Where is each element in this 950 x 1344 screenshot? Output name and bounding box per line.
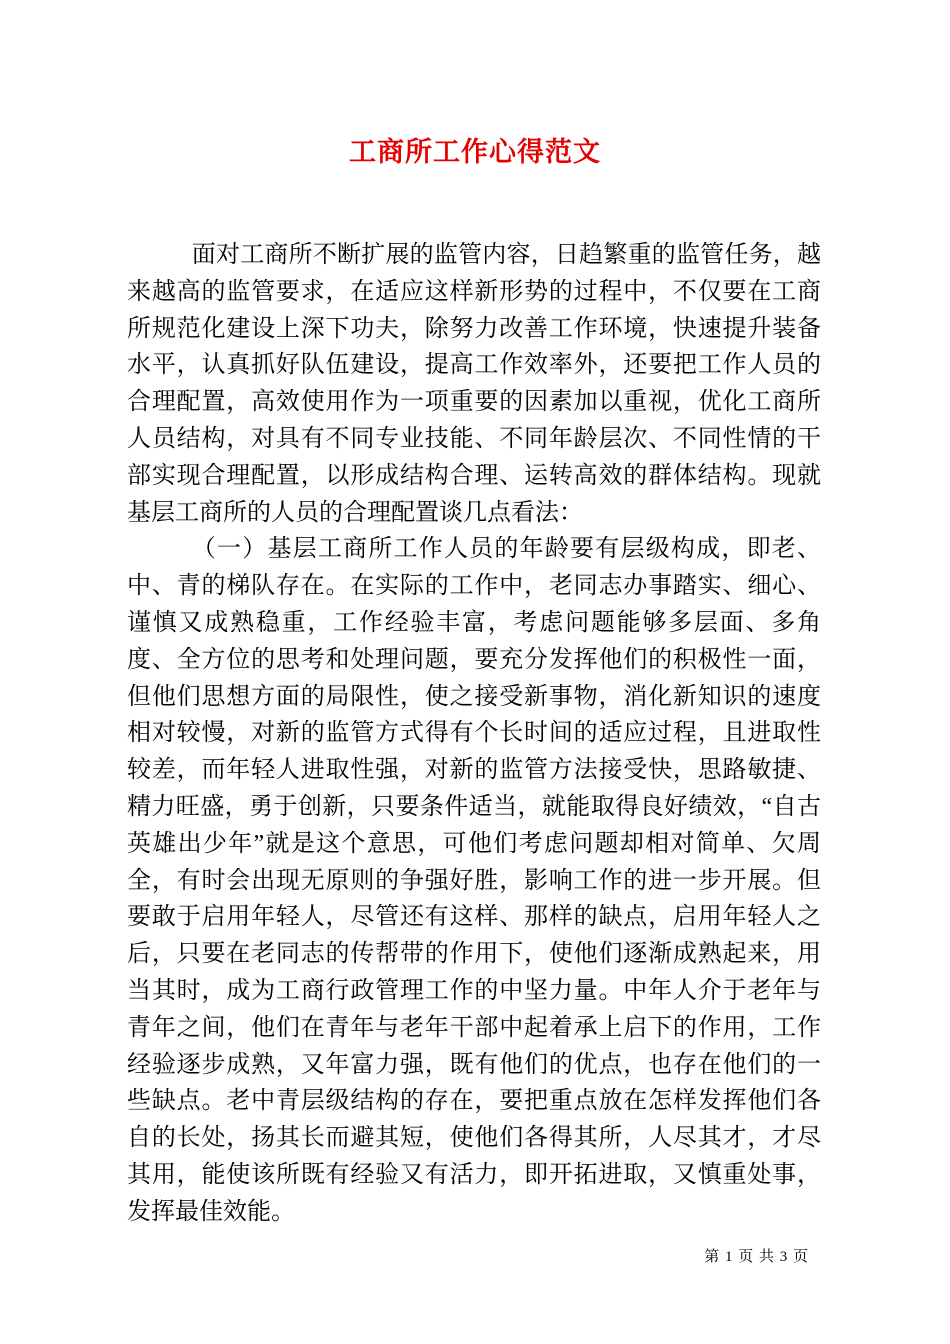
paragraph: 面对工商所不断扩展的监管内容，日趋繁重的监管任务，越来越高的监管要求，在适应这样新形势的过程中，不仅要在工商所规范化建设上深下功夫，除努力改善工作环境，快速提升装备水平，认真抓好队伍建设，提高工作效率外，还要把工作人员的合理配置，高效使用作为一项重要的因素加以重视，优化工商所人员结构，对具有不同专业技能、不同年龄层次、不同性情的干部实现合理配置，以形成结构合理、运转高效的群体结构。现就基层工商所的人员的合理配置谈几点看法： [127,242,821,526]
page-title: 工商所工作心得范文 [349,137,601,167]
page-number-footer: 第 1 页 共 3 页 [704,1249,809,1265]
paragraph: （一）基层工商所工作人员的年龄要有层级构成，即老、中、青的梯队存在。在实际的工作中，老同志办事踏实、细心、谨慎又成熟稳重，工作经验丰富，考虑问题能够多层面、多角度、全方位的思考和处理问题，要充分发挥他们的积极性一面，但他们思想方面的局限性，使之接受新事物，消化新知识的速度相对较慢，对新的监管方式得有个长时间的适应过程，且进取性较差，而年轻人进取性强，对新的监管方法接受快，思路敏捷、精力旺盛，勇于创新，只要条件适当，就能取得良好绩效，“自古英雄出少年”就是这个意思，可他们考虑问题却相对简单、欠周全，有时会出现无原则的争强好胜，影响工作的进一步开展。但要敢于启用年轻人，尽管还有这样、那样的缺点，启用年轻人之后，只要在老同志的传帮带的作用下，使他们逐渐成熟起来，用当其时，成为工商行政管理工作的中坚力量。中年人介于老年与青年之间，他们在青年与老年干部中起着承上启下的作用，工作经验逐步成熟，又年富力强，既有他们的优点，也存在他们的一些缺点。老中青层级结构的存在，要把重点放在怎样发挥他们各自的长处，扬其长而避其短，使他们各得其所，人尽其才，才尽其用，能使该所既有经验又有活力，即开拓进取，又慎重处事，发挥最佳效能。 [127,536,821,1225]
document-body [127,237,821,1231]
